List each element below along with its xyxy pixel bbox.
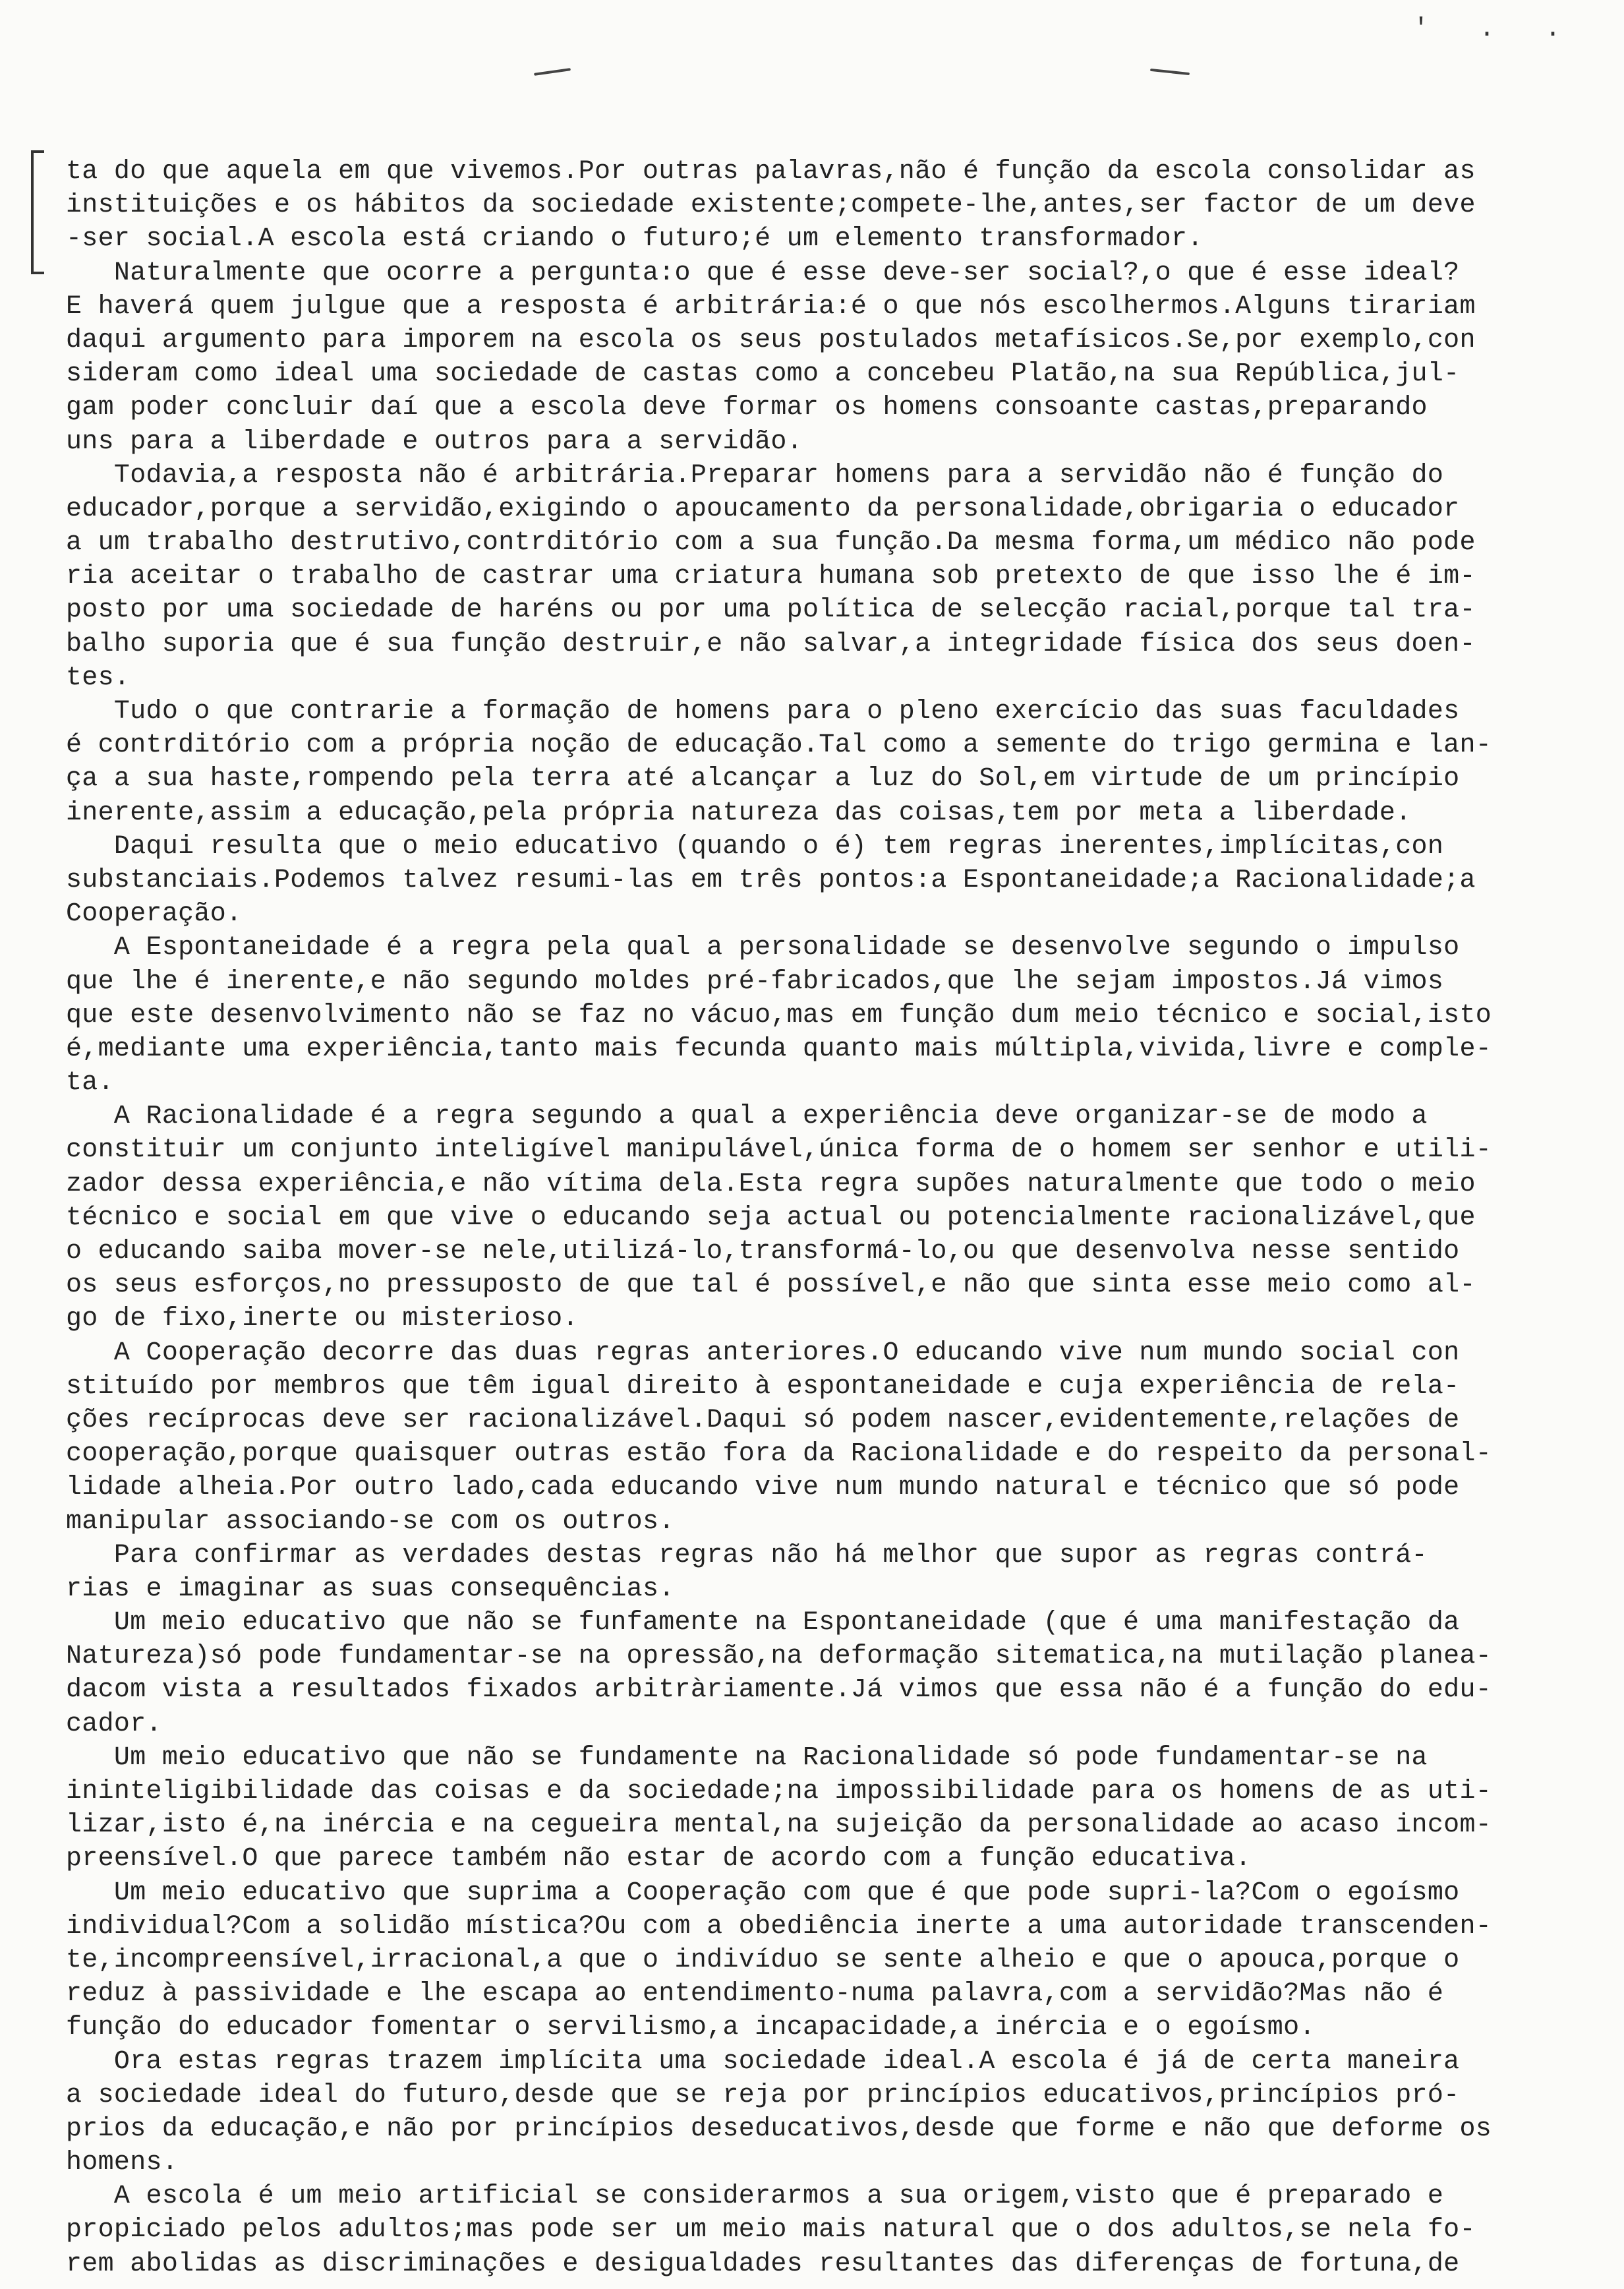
text-line: técnico e social em que vive o educando seja actual ou potencialmente racionalizável,que: [66, 1203, 1476, 1233]
text-line: o educando saiba mover-se nele,utilizá-lo,transformá-lo,ou que desenvolva nesse sentido: [66, 1237, 1460, 1266]
text-line: rias e imaginar as suas consequências.: [66, 1574, 675, 1604]
text-line: Tudo o que contrarie a formação de homens para o pleno exercício das suas faculdades: [66, 697, 1460, 727]
text-line: cooperação,porque quaisquer outras estão fora da Racionalidade e do respeito da personal-: [66, 1439, 1492, 1470]
text-line: individual?Com a solidão mística?Ou com a obediência inerte a uma autoridade transcenden-: [66, 1911, 1492, 1942]
header-mark-left: [534, 68, 571, 76]
text-line: Natureza)só pode fundamentar-se na opressão,na deformação sitematica,na mutilação planea-: [66, 1642, 1492, 1672]
text-line: propiciado pelos adultos;mas pode ser um meio mais natural que o dos adultos,se nela fo-: [66, 2215, 1476, 2245]
text-line: educador,porque a servidão,exigindo o apoucamento da personalidade,obrigaria o educador: [66, 494, 1460, 524]
text-line: A escola é um meio artificial se considerarmos a sua origem,visto que é preparado e: [66, 2182, 1444, 2212]
text-line: substanciais.Podemos talvez resumi-las em três pontos:a Espontaneidade;a Racionalidade;a: [66, 865, 1476, 895]
text-line: E haverá quem julgue que a resposta é arbitrária:é o que nós escolhermos.Alguns tirariam: [66, 291, 1476, 322]
text-line: ria aceitar o trabalho de castrar uma criatura humana sob pretexto de que isso lhe é im-: [66, 562, 1476, 592]
text-line: a sociedade ideal do futuro,desde que se reja por princípios educativos,princípios pró-: [66, 2080, 1460, 2110]
margin-bracket: [31, 150, 44, 274]
text-line: zador dessa experiência,e não vítima dela.Esta regra supões naturalmente que todo o meio: [66, 1169, 1476, 1199]
text-line: homens.: [66, 2148, 179, 2178]
text-line: posto por uma sociedade de haréns ou por uma política de selecção racial,porque tal tra-: [66, 595, 1476, 626]
text-line: Naturalmente que ocorre a pergunta:o que é esse deve-ser social?,o que é esse ideal?: [66, 258, 1460, 288]
text-line: A Racionalidade é a regra segundo a qual a experiência deve organizar-se de modo a: [66, 1102, 1428, 1132]
text-line: que lhe é inerente,e não segundo moldes pré-fabricados,que lhe sejam impostos.Já vimos: [66, 966, 1444, 997]
text-line: ta.: [66, 1068, 114, 1098]
text-line: Ora estas regras trazem implícita uma sociedade ideal.A escola é já de certa maneira: [66, 2046, 1460, 2077]
text-line: função do educador fomentar o servilismo,a incapacidade,a inércia e o egoísmo.: [66, 2013, 1316, 2043]
page-corner-marks: ' . .: [1412, 15, 1578, 44]
text-line: go de fixo,inerte ou misterioso.: [66, 1304, 579, 1334]
text-line: Um meio educativo que não se funfamente na Espontaneidade (que é uma manifestação da: [66, 1608, 1460, 1638]
text-line: rem abolidas as discriminações e desigualdades resultantes das diferenças de fortuna,de: [66, 2249, 1460, 2279]
text-line: lizar,isto é,na inércia e na cegueira mental,na sujeição da personalidade ao acaso incom-: [66, 1810, 1492, 1841]
text-line: Um meio educativo que suprima a Cooperação com que é que pode supri-la?Com o egoísmo: [66, 1878, 1460, 1908]
text-line: tes.: [66, 663, 130, 693]
text-line: ta do que aquela em que vivemos.Por outras palavras,não é função da escola consolidar as: [66, 157, 1476, 187]
text-line: lidade alheia.Por outro lado,cada educando vive num mundo natural e técnico que só pode: [66, 1473, 1460, 1503]
text-line: reduz à passividade e lhe escapa ao entendimento-numa palavra,com a servidão?Mas não é: [66, 1979, 1444, 2009]
text-line: prios da educação,e não por princípios deseducativos,desde que forme e não que deforme os: [66, 2114, 1492, 2144]
text-line: Um meio educativo que não se fundamente na Racionalidade só pode fundamentar-se na: [66, 1742, 1428, 1773]
text-line: daqui argumento para imporem na escola os seus postulados metafísicos.Se,por exemplo,con: [66, 325, 1476, 355]
text-line: A Espontaneidade é a regra pela qual a personalidade se desenvolve segundo o impulso: [66, 933, 1460, 963]
text-line: Para confirmar as verdades destas regras não há melhor que supor as regras contrá-: [66, 1540, 1428, 1570]
text-line: que este desenvolvimento não se faz no vácuo,mas em função dum meio técnico e social,isto: [66, 1000, 1492, 1030]
document-body: [66, 155, 1582, 2281]
text-line: Cooperação.: [66, 899, 243, 930]
text-line: gam poder concluir daí que a escola deve formar os homens consoante castas,preparando: [66, 393, 1428, 423]
text-line: sideram como ideal uma sociedade de castas como a concebeu Platão,na sua República,jul-: [66, 359, 1460, 390]
text-line: balho suporia que é sua função destruir,e não salvar,a integridade física dos seus doen-: [66, 629, 1476, 659]
text-line: constituir um conjunto inteligível manipulável,única forma de o homem ser senhor e utili-: [66, 1135, 1492, 1166]
text-line: é contrditório com a própria noção de educação.Tal como a semente do trigo germina e lan-: [66, 730, 1492, 761]
text-line: te,incompreensível,irracional,a que o indivíduo se sente alheio e que o apouca,porque o: [66, 1945, 1460, 1975]
text-line: os seus esforços,no pressuposto de que tal é possível,e não que sinta esse meio como al-: [66, 1270, 1476, 1301]
text-line: Todavia,a resposta não é arbitrária.Preparar homens para a servidão não é função do: [66, 460, 1444, 490]
text-line: manipular associando-se com os outros.: [66, 1506, 675, 1537]
text-line: cador.: [66, 1709, 162, 1739]
text-line: stituído por membros que têm igual direito à espontaneidade e cuja experiência de rela-: [66, 1371, 1460, 1402]
text-line: uns para a liberdade e outros para a servidão.: [66, 427, 803, 457]
text-line: ções recíprocas deve ser racionalizável.Daqui só podem nascer,evidentemente,relações de: [66, 1405, 1460, 1435]
text-line: ininteligibilidade das coisas e da sociedade;na impossibilidade para os homens de as uti-: [66, 1777, 1492, 1806]
text-line: ça a sua haste,rompendo pela terra até alcançar a luz do Sol,em virtude de um princípio: [66, 764, 1460, 794]
text-line: A Cooperação decorre das duas regras anteriores.O educando vive num mundo social con: [66, 1338, 1460, 1368]
text-line: a um trabalho destrutivo,contrditório com a sua função.Da mesma forma,um médico não pode: [66, 528, 1476, 558]
text-line: instituições e os hábitos da sociedade existente;compete-lhe,antes,ser factor de um deve: [66, 191, 1476, 221]
text-line: preensível.O que parece também não estar de acordo com a função educativa.: [66, 1844, 1252, 1874]
text-line: é,mediante uma experiência,tanto mais fecunda quanto mais múltipla,vivida,livre e comple-: [66, 1034, 1492, 1064]
text-line: Daqui resulta que o meio educativo (quando o é) tem regras inerentes,implícitas,con: [66, 831, 1444, 862]
text-line: inerente,assim a educação,pela própria natureza das coisas,tem por meta a liberdade.: [66, 798, 1412, 828]
text-line: -ser social.A escola está criando o futuro;é um elemento transformador.: [66, 224, 1204, 254]
header-mark-right: [1150, 69, 1190, 75]
text-line: dacom vista a resultados fixados arbitràriamente.Já vimos que essa não é a função do edu-: [66, 1675, 1492, 1706]
